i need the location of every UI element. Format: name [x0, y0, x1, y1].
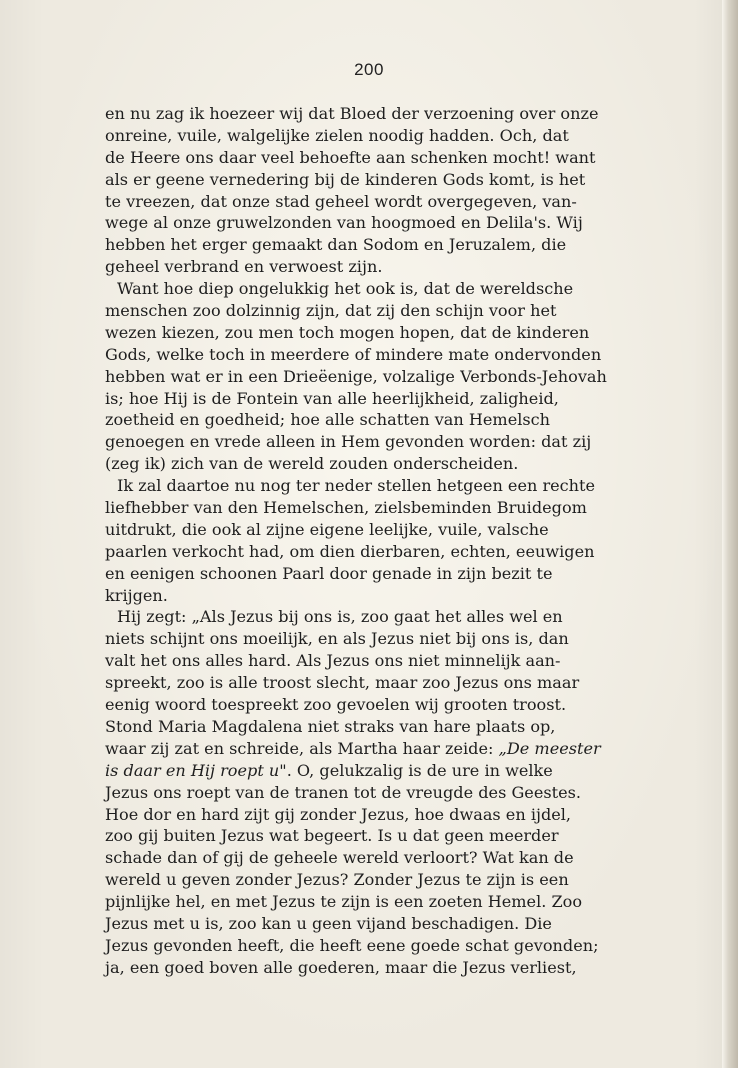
text-line: Hij zegt: „Als Jezus bij ons is, zoo gaat het alles wel en: [117, 607, 563, 627]
text-line: ja, een goed boven alle goederen, maar die Jezus verliest,: [105, 957, 577, 977]
paragraph-2: [105, 278, 673, 475]
text-line: hebben wat er in een Drieëenige, volzalige Verbonds-Jehovah: [105, 366, 607, 386]
paragraph-4: [105, 606, 673, 978]
body-text: [105, 103, 673, 979]
text-line: geheel verbrand en verwoest zijn.: [105, 257, 383, 277]
text-line: krijgen.: [105, 585, 168, 605]
text-line: Stond Maria Magdalena niet straks van hare plaats op,: [105, 716, 556, 736]
text-line: te vreezen, dat onze stad geheel wordt overgegeven, van-: [105, 191, 577, 211]
text-line: spreekt, zoo is alle troost slecht, maar zoo Jezus ons maar: [105, 673, 580, 693]
text-line: als er geene vernedering bij de kinderen Gods komt, is het: [105, 169, 586, 189]
text-line: paarlen verkocht had, om dien dierbaren, echten, eeuwigen: [105, 541, 595, 561]
text-line: liefhebber van den Hemelschen, zielsbeminden Bruidegom: [105, 498, 587, 518]
text-line: Gods, welke toch in meerdere of mindere mate ondervonden: [105, 344, 602, 364]
text-line: is; hoe Hij is de Fontein van alle heerlijkheid, zaligheid,: [105, 388, 559, 408]
text-line: Jezus ons roept van de tranen tot de vreugde des Geestes.: [105, 782, 581, 802]
text-line: valt het ons alles hard. Als Jezus ons niet minnelijk aan-: [105, 651, 561, 671]
paragraph-1: [105, 103, 673, 278]
quote-lead-text: waar zij zat en schreide, als Martha haar zeide:: [105, 738, 499, 758]
text-line: schade dan of gij de geheele wereld verloort? Wat kan de: [105, 848, 574, 868]
text-line: de Heere ons daar veel behoefte aan schenken mocht! want: [105, 147, 596, 167]
text-line: Jezus met u is, zoo kan u geen vijand beschadigen. Die: [105, 913, 552, 933]
text-line: onreine, vuile, walgelijke zielen noodig hadden. Och, dat: [105, 125, 569, 145]
paragraph-3: [105, 475, 673, 606]
quote-trail-text: . O, gelukzalig is de ure in welke: [286, 760, 553, 780]
text-line: genoegen en vrede alleen in Hem gevonden worden: dat zij: [105, 432, 592, 452]
quote-italic-text: is daar en Hij roept u": [105, 760, 287, 780]
text-line: niets schijnt ons moeilijk, en als Jezus niet bij ons is, dan: [105, 629, 569, 649]
text-line: Jezus gevonden heeft, die heeft eene goede schat gevonden;: [105, 935, 599, 955]
page-number: 200: [354, 60, 384, 79]
text-line-with-quote: [105, 760, 673, 782]
text-line: zoetheid en goedheid; hoe alle schatten van Hemelsch: [105, 410, 551, 430]
text-line: wezen kiezen, zou men toch mogen hopen, dat de kinderen: [105, 322, 590, 342]
text-line: uitdrukt, die ook al zijne eigene leelijke, vuile, valsche: [105, 519, 549, 539]
text-line: zoo gij buiten Jezus wat begeert. Is u dat geen meerder: [105, 826, 559, 846]
text-line: Ik zal daartoe nu nog ter neder stellen hetgeen een rechte: [117, 476, 596, 496]
text-line: wege al onze gruwelzonden van hoogmoed en Delila's. Wij: [105, 213, 583, 233]
text-line: en nu zag ik hoezeer wij dat Bloed der verzoening over onze: [105, 104, 599, 123]
text-line: Want hoe diep ongelukkig het ook is, dat de wereldsche: [117, 279, 574, 299]
text-line: eenig woord toespreekt zoo gevoelen wij grooten troost.: [105, 695, 567, 715]
text-line: en eenigen schoonen Paarl door genade in zijn bezit te: [105, 563, 553, 583]
text-line: hebben het erger gemaakt dan Sodom en Jeruzalem, die: [105, 235, 567, 255]
text-line: menschen zoo dolzinnig zijn, dat zij den schijn voor het: [105, 301, 557, 321]
text-line-with-quote: [105, 738, 673, 760]
text-line: (zeg ik) zich van de wereld zouden onderscheiden.: [105, 454, 519, 474]
quote-italic-text: „De meester: [498, 738, 601, 758]
text-line: Hoe dor en hard zijt gij zonder Jezus, hoe dwaas en ijdel,: [105, 804, 572, 824]
text-line: pijnlijke hel, en met Jezus te zijn is een zoeten Hemel. Zoo: [105, 892, 583, 912]
text-line: wereld u geven zonder Jezus? Zonder Jezus te zijn is een: [105, 870, 569, 890]
